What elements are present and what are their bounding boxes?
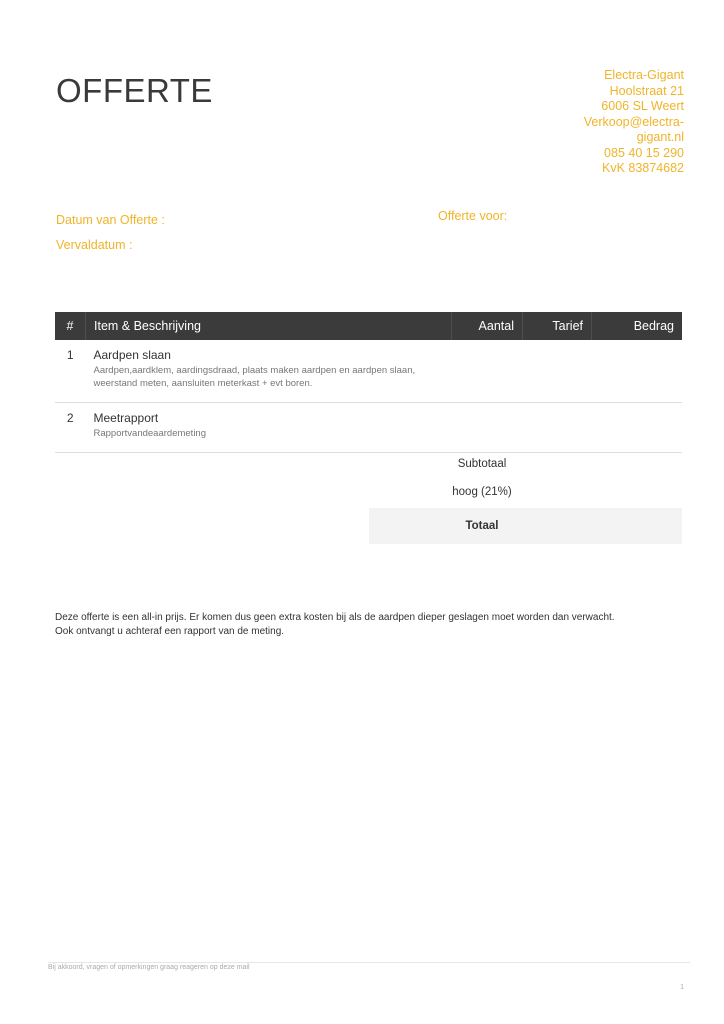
row-quantity bbox=[452, 340, 523, 403]
row-amount bbox=[592, 340, 683, 403]
quote-note bbox=[55, 611, 675, 638]
company-kvk: KvK 83874682 bbox=[601, 161, 684, 175]
totals-section bbox=[369, 452, 682, 544]
tax-row bbox=[369, 480, 682, 508]
footer-divider bbox=[48, 962, 690, 963]
header-amount: Bedrag bbox=[592, 312, 683, 340]
document-title: OFFERTE bbox=[56, 72, 213, 109]
row-number: 1 bbox=[55, 340, 86, 403]
subtotal-label: Subtotaal bbox=[457, 458, 507, 470]
header-quantity: Aantal bbox=[452, 312, 523, 340]
total-label: Totaal bbox=[465, 520, 499, 532]
row-rate bbox=[523, 340, 592, 403]
note-line-1: Deze offerte is een all-in prijs. Er komen dus geen extra kosten bij als de aardpen dieper geslagen moet worden dan verwacht. bbox=[55, 612, 615, 623]
row-number: 2 bbox=[55, 403, 86, 453]
company-phone: 085 40 15 290 bbox=[604, 145, 684, 160]
note-line-2: Ook ontvangt u achteraf een rapport van de meting. bbox=[55, 625, 285, 637]
row-amount bbox=[592, 403, 683, 453]
table-row bbox=[55, 403, 682, 453]
due-date-label: Vervaldatum : bbox=[56, 238, 133, 252]
company-email-line2: gigant.nl bbox=[636, 130, 684, 144]
row-item bbox=[86, 340, 452, 403]
row-item bbox=[86, 403, 452, 453]
header-number: # bbox=[55, 312, 86, 340]
row-quantity bbox=[452, 403, 523, 453]
table-row bbox=[55, 340, 682, 403]
company-name: Electra-Gigant bbox=[604, 68, 684, 82]
subtotal-row bbox=[369, 452, 682, 480]
header-rate: Tarief bbox=[523, 312, 592, 340]
table-header-row bbox=[55, 312, 682, 340]
company-info bbox=[544, 68, 684, 177]
row-rate bbox=[523, 403, 592, 453]
item-description: Rapportvandeaardemeting bbox=[93, 428, 206, 439]
quote-dates bbox=[56, 213, 165, 263]
item-description: Aardpen,aardklem, aardingsdraad, plaats maken aardpen en aardpen slaan, weerstand meten, aansluiten meterkast + evt boren. bbox=[93, 365, 416, 389]
tax-label: hoog (21%) bbox=[452, 486, 512, 498]
quote-for-label: Offerte voor: bbox=[438, 209, 508, 223]
company-city: 6006 SL Weert bbox=[601, 99, 684, 113]
quote-date-label: Datum van Offerte : bbox=[56, 213, 165, 227]
page-number: 1 bbox=[680, 984, 684, 991]
footer-text: Bij akkoord, vragen of opmerkingen graag reageren op deze mail bbox=[48, 964, 250, 971]
header-item: Item & Beschrijving bbox=[86, 312, 452, 340]
item-name: Meetrapport bbox=[93, 411, 159, 425]
items-table bbox=[55, 312, 682, 453]
total-row bbox=[369, 508, 682, 544]
company-address: Hoolstraat 21 bbox=[609, 83, 684, 98]
company-email-line1: Verkoop@electra- bbox=[583, 114, 684, 129]
item-name: Aardpen slaan bbox=[93, 348, 171, 362]
